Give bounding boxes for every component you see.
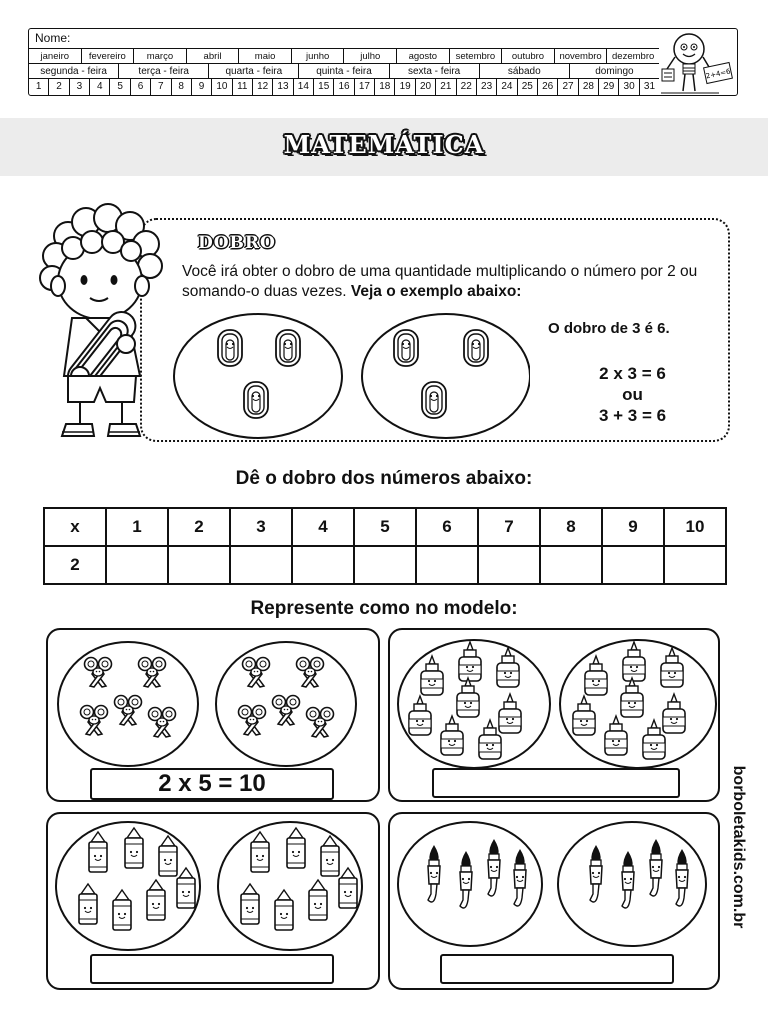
table-answer-cell: 2 (44, 546, 106, 584)
day-number-cell: 5 (110, 79, 130, 95)
table-answer-cell[interactable] (354, 546, 416, 584)
months-row (29, 49, 659, 64)
month-cell: novembro (555, 49, 608, 63)
lightbulb-mascot-icon (659, 29, 733, 95)
doubles-table (43, 507, 727, 585)
day-number-cell: 21 (436, 79, 456, 95)
table-answer-cell[interactable] (602, 546, 664, 584)
table-header-cell: 8 (540, 508, 602, 546)
table-header-cell: 10 (664, 508, 726, 546)
example-explanation (540, 320, 725, 426)
paperclip-icon (244, 382, 268, 418)
day-number-cell: 20 (416, 79, 436, 95)
website-text: borboletakids.com.br (729, 765, 747, 929)
day-number-cell: 18 (375, 79, 395, 95)
answer-box-2[interactable] (432, 768, 680, 798)
example-oval-left (174, 314, 342, 438)
weekday-cell: quinta - feira (299, 64, 389, 78)
table-answer-cell[interactable] (664, 546, 726, 584)
panel-glue (388, 628, 720, 802)
day-number-cell: 16 (334, 79, 354, 95)
answer-box-4[interactable] (440, 954, 674, 984)
day-number-cell: 30 (619, 79, 639, 95)
day-number-cell: 23 (477, 79, 497, 95)
table-answer-cell[interactable] (416, 546, 478, 584)
intro-text-bold: Veja o exemplo abaixo: (350, 283, 522, 300)
example-statement: O dobro de 3 é 6. (548, 320, 670, 337)
table-answer-cell[interactable] (292, 546, 354, 584)
table-answer-cell[interactable] (106, 546, 168, 584)
month-cell: dezembro (612, 51, 655, 62)
student-header (28, 28, 738, 96)
table-header-cell: 3 (230, 508, 292, 546)
paperclip-icon (276, 330, 300, 366)
page-title: MATEMÁTICA (283, 130, 485, 159)
day-number-cell: 2 (49, 79, 69, 95)
exercise2-instruction: Represente como no modelo: (250, 598, 518, 619)
table-header-cell: 1 (106, 508, 168, 546)
weekday-cell: quarta - feira (209, 64, 299, 78)
table-header-cell: 5 (354, 508, 416, 546)
name-label: Nome: (35, 31, 71, 45)
panel-scissors (46, 628, 380, 802)
panel-crayons (46, 812, 380, 990)
weekday-cell: domingo (595, 66, 634, 77)
table-answer-row (44, 546, 726, 584)
table-header-cell: 6 (416, 508, 478, 546)
month-cell: junho (292, 49, 345, 63)
month-cell: setembro (450, 49, 503, 63)
paperclip-icon (422, 382, 446, 418)
day-number-cell: 14 (294, 79, 314, 95)
day-number-cell: 11 (233, 79, 253, 95)
day-number-cell: 17 (355, 79, 375, 95)
paperclip-icon (394, 330, 418, 366)
mascot-sign-text: 2+4=6 (705, 67, 732, 81)
day-number-cell: 19 (395, 79, 415, 95)
day-number-cell: 12 (253, 79, 273, 95)
month-cell: abril (187, 49, 240, 63)
table-header-row (44, 508, 726, 546)
weekdays-row (29, 64, 659, 79)
day-number-cell: 8 (172, 79, 192, 95)
example-or: ou (622, 385, 643, 404)
month-cell: agosto (397, 49, 450, 63)
table-answer-cell[interactable] (478, 546, 540, 584)
example-addition: 3 + 3 = 6 (598, 406, 667, 425)
month-cell: março (134, 49, 187, 63)
example-oval-right (362, 314, 530, 438)
exercise1-instruction: Dê o dobro dos números abaixo: (235, 468, 533, 489)
day-number-cell: 29 (599, 79, 619, 95)
table-answer-cell[interactable] (230, 546, 292, 584)
example-groups (170, 308, 530, 444)
day-number-cell: 6 (131, 79, 151, 95)
table-header-cell: 4 (292, 508, 354, 546)
boy-holding-paperclip-illustration (28, 196, 168, 448)
day-number-cell: 15 (314, 79, 334, 95)
month-cell: fevereiro (82, 49, 135, 63)
day-number-cell: 9 (192, 79, 212, 95)
table-header-cell: 9 (602, 508, 664, 546)
day-number-cell: 27 (558, 79, 578, 95)
table-header-cell: 2 (168, 508, 230, 546)
table-answer-cell[interactable] (168, 546, 230, 584)
month-cell: outubro (502, 49, 555, 63)
example-multiplication: 2 x 3 = 6 (599, 364, 666, 383)
day-number-cell: 7 (151, 79, 171, 95)
answer-box-1[interactable]: 2 x 5 = 10 (90, 768, 334, 800)
month-cell: julho (344, 49, 397, 63)
table-header-cell: 7 (478, 508, 540, 546)
panel-brushes (388, 812, 720, 990)
weekday-cell: segunda - feira (29, 64, 119, 78)
weekday-cell: terça - feira (119, 64, 209, 78)
intro-text: Você irá obter o dobro de uma quantidade multiplicando o número por 2 ou somando-o duas vezes. (182, 263, 698, 300)
table-answer-cell[interactable] (540, 546, 602, 584)
month-cell: janeiro (29, 49, 82, 63)
day-number-cell: 24 (497, 79, 517, 95)
day-number-cell: 26 (538, 79, 558, 95)
day-number-cell: 1 (29, 79, 49, 95)
day-number-cell: 31 (643, 81, 656, 92)
weekday-cell: sábado (480, 64, 570, 78)
intro-paragraph (182, 262, 727, 302)
day-number-cell: 22 (457, 79, 477, 95)
day-numbers-row (29, 79, 659, 95)
dobro-heading: DOBRO (198, 233, 276, 253)
day-number-cell: 3 (70, 79, 90, 95)
table-header-cell: x (44, 508, 106, 546)
month-cell: maio (239, 49, 292, 63)
answer-box-3[interactable] (90, 954, 334, 984)
day-number-cell: 28 (579, 79, 599, 95)
paperclip-icon (464, 330, 488, 366)
paperclip-icon (218, 330, 242, 366)
day-number-cell: 25 (518, 79, 538, 95)
website-credit (728, 742, 748, 952)
day-number-cell: 13 (273, 79, 293, 95)
weekday-cell: sexta - feira (390, 64, 480, 78)
day-number-cell: 4 (90, 79, 110, 95)
name-field[interactable] (29, 29, 659, 49)
day-number-cell: 10 (212, 79, 232, 95)
